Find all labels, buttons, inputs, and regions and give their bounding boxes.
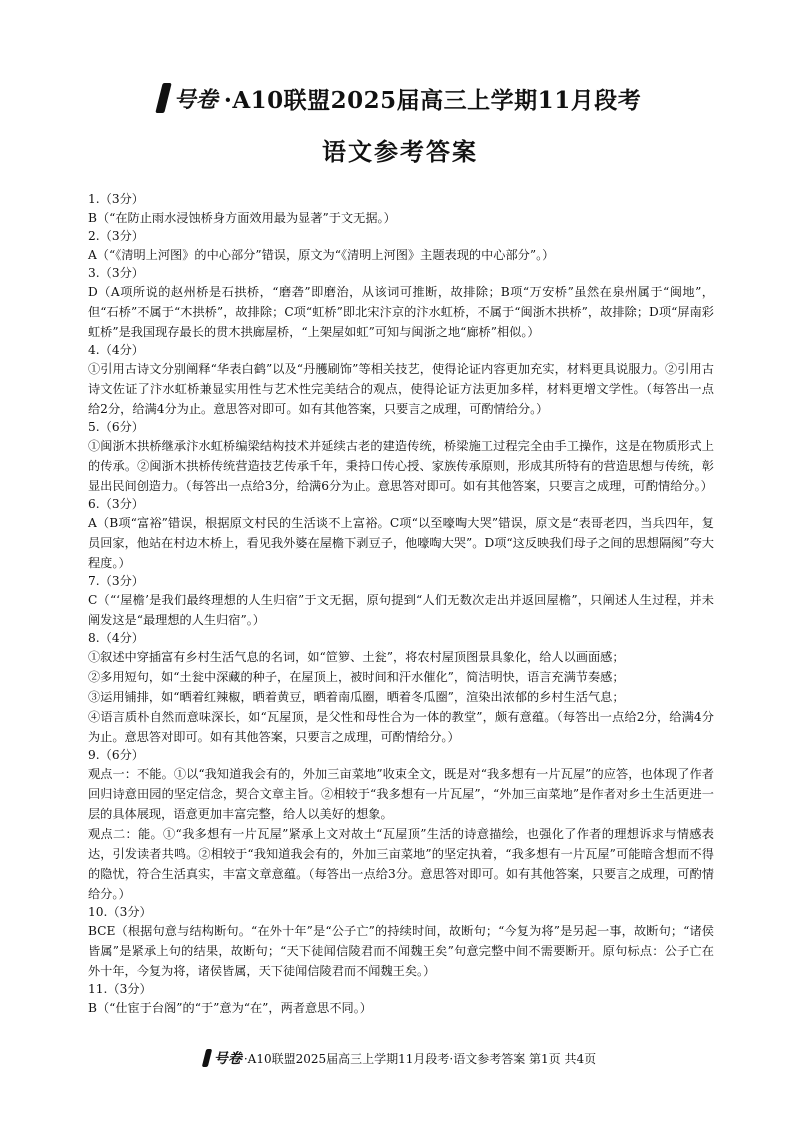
answer-item — [88, 747, 714, 904]
answer-paragraph: A（B项“富裕”错误，根据原文村民的生活谈不上富裕。C项“以至嚎啕大哭”错误，原文是“表哥老四，当兵四年，复员回家，他站在村边木桥上，看见我外婆在屋檐下剥豆子，他嚎啕大哭”。D项“这反映我们母子之间的思想隔阂”夸大程度。） — [88, 516, 714, 570]
answer-item — [88, 981, 714, 1018]
answer-paragraph: ①闽浙木拱桥继承汴水虹桥编梁结构技术并延续古老的建造传统，桥梁施工过程完全由手工操作，这是在物质形式上的传承。②闽浙木拱桥传统营造技艺传承千年，秉持口传心授、家族传承原则，形成其所特有的营造思想与传统，彰显出民间创造力。（每答出一点给3分，给满6分为止。意思答对即可。如有其他答案，只要言之成理，可酌情给分。） — [88, 439, 714, 493]
answer-number: 11.（3分） — [88, 982, 152, 996]
document-header — [0, 80, 800, 167]
answer-list — [88, 191, 714, 1018]
answer-text — [88, 764, 714, 904]
answer-number: 3.（3分） — [88, 266, 144, 280]
answer-text — [88, 436, 714, 496]
answer-text — [88, 513, 714, 573]
answer-text — [88, 208, 714, 228]
answer-number: 7.（3分） — [88, 574, 144, 588]
brand-logo — [159, 83, 218, 114]
answer-paragraph: B（“在防止雨水浸蚀桥身方面效用最为显著”于文无据。） — [88, 211, 396, 225]
answer-number: 9.（6分） — [88, 748, 144, 762]
answer-text — [88, 647, 714, 747]
answer-text — [88, 359, 714, 419]
answer-text — [88, 998, 714, 1018]
answer-item — [88, 342, 714, 419]
answer-paragraph: D（A项所说的赵州桥是石拱桥，“磨砻”即磨治，从该词可推断，故排除；B项“万安桥”虽然在泉州属于“闽地”，但“石桥”不属于“木拱桥”，故排除；C项“虹桥”即北宋汴京的汴水虹桥，不属于“闽浙木拱桥”，故排除；D项“屏南彩虹桥”是我国现存最长的贯木拱廊屋桥，“上架屋如虹”可知与闽浙之地“廊桥”相似。） — [88, 285, 714, 339]
answer-number: 8.（4分） — [88, 631, 144, 645]
answer-paragraph: C（“‘屋檐’是我们最终理想的人生归宿”于文无据，原句提到“人们无数次走出并返回屋檐”，只阐述人生过程，并未阐发这是“最理想的人生归宿”。） — [88, 593, 714, 627]
answer-paragraph: BCE（根据句意与结构断句。“在外十年”是“公子亡”的持续时间，故断句；“今复为将”是另起一事，故断句；“诸侯皆属”是紧承上句的结果，故断句；“天下徒闻信陵君而不闻魏王矣”句意完整中间不需要断开。原句标点：公子亡在外十年，今复为将，诸侯皆属，天下徒闻信陵君而不闻魏王矣。） — [88, 924, 714, 978]
answer-paragraph: ②多用短句，如“土瓮中深藏的种子，在屋顶上，被时间和汗水催化”，简洁明快，语言充满节奏感； — [88, 670, 625, 684]
answer-paragraph: ④语言质朴自然而意味深长，如“瓦屋顶，是父性和母性合为一体的教堂”，颇有意蕴。（每答出一点给2分，给满4分为止。意思答对即可。如有其他答案，只要言之成理，可酌情给分。） — [88, 710, 714, 744]
answer-number: 1.（3分） — [88, 192, 144, 206]
footer-brand-mark-icon — [202, 1049, 212, 1067]
answer-number: 10.（3分） — [88, 905, 152, 919]
answer-number: 6.（3分） — [88, 497, 144, 511]
answer-item — [88, 630, 714, 747]
answer-item — [88, 904, 714, 981]
page-title: ·A10联盟2025届高三上学期11月段考 — [223, 86, 642, 114]
answer-paragraph: 观点二：能。①“我多想有一片瓦屋”紧承上文对故土“瓦屋顶”生活的诗意描绘，也强化了作者的理想诉求与情感表达，引发读者共鸣。②相较于“我知道我会有的，外加三亩菜地”的坚定执着，“我多想有一片瓦屋”可能暗含想而不得的隐忧，符合生活真实，丰富文章意蕴。（每答出一点给3分。意思答对即可。如有其他答案，只要言之成理，可酌情给分。） — [88, 827, 714, 901]
answer-paragraph: 观点一：不能。①以“我知道我会有的，外加三亩菜地”收束全文，既是对“我多想有一片瓦屋”的应答，也体现了作者回归诗意田园的坚定信念，契合文章主旨。②相较于“我多想有一片瓦屋”，“外加三亩菜地”是作者对乡土生活更进一层的具体展现，语意更加丰富完整，给人以美好的想象。 — [88, 767, 714, 821]
answer-item — [88, 496, 714, 573]
page-footer — [0, 1048, 800, 1068]
answer-paragraph: ①引用古诗文分别阐释“华表白鹤”以及“丹雘刷饰”等相关技艺，使得论证内容更加充实，材料更具说服力。②引用古诗文佐证了汴水虹桥兼显实用性与艺术性完美结合的观点，使得论证方法更加多样，材料更增文学性。（每答出一点给2分，给满4分为止。意思答对即可。如有其他答案，只要言之成理，可酌情给分。） — [88, 362, 714, 416]
answer-item — [88, 573, 714, 630]
footer-text: ·A10联盟2025届高三上学期11月段考·语文参考答案 第1页 共4页 — [243, 1051, 597, 1066]
answer-number: 4.（4分） — [88, 343, 144, 357]
page-subtitle: 语文参考答案 — [322, 137, 478, 166]
answer-text — [88, 245, 714, 265]
answer-item — [88, 419, 714, 496]
answer-text — [88, 590, 714, 630]
answer-paragraph: B（“仕宦于台阁”的“于”意为“在”，两者意思不同。） — [88, 1001, 372, 1015]
answer-paragraph: ③运用铺排，如“晒着红辣椒，晒着黄豆，晒着南瓜圈，晒着冬瓜圈”，渲染出浓郁的乡村生活气息； — [88, 690, 625, 704]
answer-text — [88, 921, 714, 981]
answer-item — [88, 265, 714, 342]
answer-text — [88, 282, 714, 342]
brand-logo-text: 号卷 — [173, 86, 218, 113]
answer-number: 2.（3分） — [88, 229, 144, 243]
footer-brand-logo-text: 号卷 — [213, 1051, 242, 1067]
answer-paragraph: ①叙述中穿插富有乡村生活气息的名词，如“笸箩、土瓮”，将农村屋顶图景具象化，给人以画面感； — [88, 650, 625, 664]
answer-number: 5.（6分） — [88, 420, 144, 434]
title-row — [0, 80, 800, 116]
answer-paragraph: A（“《清明上河图》的中心部分”错误，原文为“《清明上河图》主题表现的中心部分”。） — [88, 248, 555, 262]
answer-item — [88, 228, 714, 265]
brand-mark-icon — [155, 83, 171, 113]
answer-item — [88, 191, 714, 228]
